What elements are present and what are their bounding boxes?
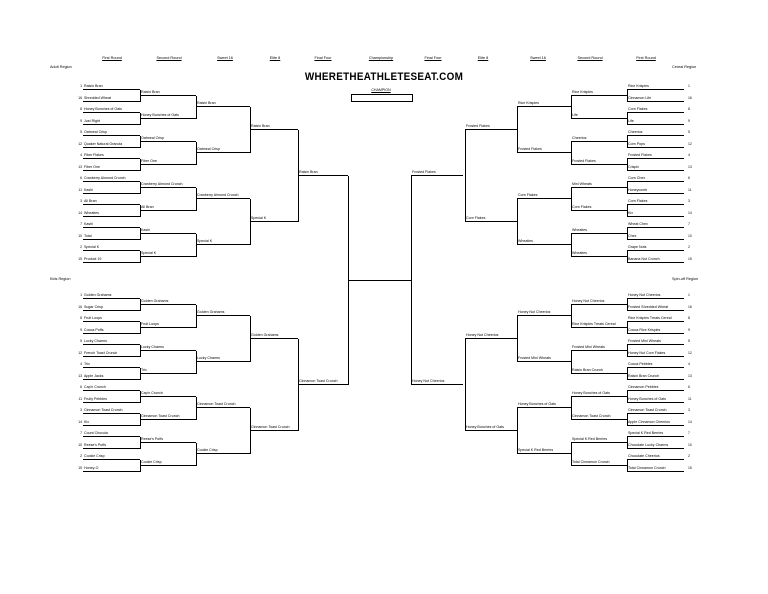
kids-r2-slot: Fruit Loops: [140, 320, 196, 328]
cereal-seed-number: 8: [688, 107, 690, 111]
adult-r1-slot: Fiber One: [83, 163, 140, 171]
adult-s16-slot: Oatmeal Crisp: [196, 145, 250, 153]
spinoff-r1-slot: Cocoa Pebbles: [627, 360, 684, 368]
kids-connector: [250, 408, 251, 454]
kids-seed-number: 2: [80, 454, 82, 458]
cereal-connector: [627, 251, 628, 263]
spinoff-seed-number: 7: [688, 431, 690, 435]
adult-seed-number: 6: [80, 176, 82, 180]
kids-seed-number: 5: [80, 339, 82, 343]
spinoff-seed-number: 16: [688, 304, 692, 309]
cereal-r1-slot: Chex: [627, 232, 684, 240]
cereal-seed-number: 15: [688, 256, 692, 261]
cereal-seed-number: 5: [688, 130, 690, 134]
spinoff-connector: [571, 443, 572, 466]
kids-seed-number: 12: [78, 350, 82, 355]
adult-r1-slot: Just Right: [83, 117, 140, 125]
spinoff-r1-slot: Cinnamon Toast Crunch: [627, 406, 684, 414]
spinoff-connector: [627, 299, 628, 311]
spinoff-r1-slot: Special K Red Berries: [627, 429, 684, 437]
cereal-r1-slot: Honeycomb: [627, 186, 684, 194]
spinoff-r2-slot: Special K Red Berries: [571, 435, 627, 443]
cereal-connector: [627, 228, 628, 240]
champion-slot: [351, 94, 413, 102]
adult-seed-number: 11: [78, 187, 82, 192]
adult-seed-number: 15: [78, 256, 82, 261]
adult-r1-slot: Special K: [83, 243, 140, 251]
cereal-seed-number: 10: [688, 233, 692, 238]
header-elite8-left: Elite 8: [269, 56, 281, 60]
adult-e8-slot: Special K: [250, 214, 298, 222]
cereal-r1-slot: Rice Krispies: [627, 82, 684, 90]
kids-seed-number: 1: [80, 293, 82, 297]
cereal-r1-slot: Cinnamon Life: [627, 94, 684, 102]
cereal-r2-slot: Frosted Flakes: [571, 157, 627, 165]
kids-seed-number: 15: [78, 465, 82, 470]
cereal-r1-slot: Kix: [627, 209, 684, 217]
header-sweet16-left: Sweet 16: [217, 56, 233, 60]
adult-r2-slot: Honey Bunches of Oats: [140, 111, 196, 119]
cereal-r1-slot: Corn Flakes: [627, 197, 684, 205]
spinoff-seed-number: 13: [688, 373, 692, 378]
spinoff-seed-number: 12: [688, 350, 692, 355]
kids-r2-slot: Cap'n Crunch: [140, 389, 196, 397]
kids-seed-number: 11: [78, 396, 82, 401]
kids-s16-slot: Lucky Charms: [196, 354, 250, 362]
spinoff-r1-slot: Frosted Shredded Wheat: [627, 303, 684, 311]
cereal-r1-slot: Grape Nuts: [627, 243, 684, 251]
cereal-seed-number: 12: [688, 141, 692, 146]
adult-seed-number: 16: [78, 95, 82, 100]
spinoff-seed-number: 4: [688, 362, 690, 366]
adult-r1-slot: Raisin Bran: [83, 82, 140, 90]
spinoff-r1-slot: Honey Nut Corn Flakes: [627, 349, 684, 357]
site-title: WHERETHEATHLETESEAT.COM: [304, 71, 464, 83]
adult-r1-slot: Shredded Wheat: [83, 94, 140, 102]
cereal-s16-slot: Corn Flakes: [517, 191, 571, 199]
spinoff-connector: [627, 391, 628, 403]
kids-seed-number: 14: [78, 419, 82, 424]
adult-seed-number: 8: [80, 107, 82, 111]
spinoff-seed-number: 6: [688, 385, 690, 389]
adult-r2-slot: All Bran: [140, 203, 196, 211]
cereal-connector: [465, 130, 466, 222]
kids-r2-slot: Golden Grahams: [140, 297, 196, 305]
kids-seed-number: 10: [78, 442, 82, 447]
adult-r1-slot: Total: [83, 232, 140, 240]
kids-r1-slot: Sugar Crisp: [83, 303, 140, 311]
spinoff-r1-slot: Apple Cinnamon Cheerios: [627, 418, 684, 426]
spinoff-f4-slot: Honey Nut Cheerios: [411, 377, 463, 385]
adult-seed-number: 12: [78, 141, 82, 146]
cereal-r2-slot: Rice Krispies: [571, 88, 627, 96]
adult-seed-number: 4: [80, 153, 82, 157]
cereal-connector: [627, 136, 628, 148]
kids-connector: [250, 316, 251, 362]
region-label-cereal: Cereal Region: [672, 65, 697, 69]
spinoff-seed-number: 10: [688, 442, 692, 447]
spinoff-r1-slot: Total Cinnamon Crunch: [627, 464, 684, 472]
spinoff-seed-number: 3: [688, 408, 690, 412]
spinoff-r1-slot: Honey Nut Cheerios: [627, 291, 684, 299]
spinoff-r1-slot: Cocoa Rice Krispies: [627, 326, 684, 334]
adult-r2-slot: Cranberry Almond Crunch: [140, 180, 196, 188]
cereal-seed-number: 14: [688, 210, 692, 215]
cereal-seed-number: 1: [688, 84, 690, 88]
adult-r1-slot: Product 19: [83, 255, 140, 263]
cereal-connector: [571, 234, 572, 257]
cereal-seed-number: 16: [688, 95, 692, 100]
spinoff-r2-slot: Honey Bunches of Oats: [571, 389, 627, 397]
region-label-adult: Adult Region: [50, 65, 72, 69]
spinoff-seed-number: 15: [688, 465, 692, 470]
kids-r1-slot: Apple Jacks: [83, 372, 140, 380]
spinoff-connector: [627, 414, 628, 426]
right-final-connector: [411, 176, 412, 385]
adult-s16-slot: Raisin Bran: [196, 99, 250, 107]
cereal-r1-slot: Cheerios: [627, 128, 684, 136]
kids-r1-slot: Fruity Pebbles: [83, 395, 140, 403]
cereal-connector: [571, 188, 572, 211]
spinoff-e8-slot: Honey Nut Cheerios: [465, 331, 517, 339]
kids-r2-slot: Lucky Charms: [140, 343, 196, 351]
header-first-round-left: First Round: [102, 56, 122, 60]
spinoff-connector: [571, 351, 572, 374]
cereal-connector: [571, 142, 572, 165]
spinoff-connector: [627, 460, 628, 472]
spinoff-r1-slot: Chocolate Lucky Charms: [627, 441, 684, 449]
spinoff-connector: [627, 437, 628, 449]
cereal-r1-slot: Corn Chex: [627, 174, 684, 182]
cereal-r1-slot: Corn Pops: [627, 140, 684, 148]
spinoff-connector: [517, 408, 518, 454]
cereal-connector: [627, 159, 628, 171]
header-elite8-right: Elite 8: [477, 56, 489, 60]
cereal-s16-slot: Rice Krispies: [517, 99, 571, 107]
region-label-kids: Kids Region: [50, 277, 71, 281]
adult-connector: [250, 199, 251, 245]
kids-r1-slot: Trix: [83, 360, 140, 368]
spinoff-seed-number: 11: [688, 396, 692, 401]
kids-r1-slot: Lucky Charms: [83, 337, 140, 345]
spinoff-e8-slot: Honey Bunches of Oats: [465, 423, 517, 431]
spinoff-s16-slot: Special K Red Berries: [517, 446, 571, 454]
cereal-seed-number: 7: [688, 222, 690, 226]
spinoff-r1-slot: Chocolate Cheerios: [627, 452, 684, 460]
spinoff-seed-number: 9: [688, 327, 690, 332]
adult-r1-slot: All Bran: [83, 197, 140, 205]
kids-seed-number: 6: [80, 385, 82, 389]
spinoff-s16-slot: Honey Bunches of Oats: [517, 400, 571, 408]
adult-seed-number: 2: [80, 245, 82, 249]
spinoff-r1-slot: Honey Bunches of Oats: [627, 395, 684, 403]
cereal-connector: [571, 96, 572, 119]
spinoff-seed-number: 14: [688, 419, 692, 424]
spinoff-r2-slot: Rice Krispies Treats Cereal: [571, 320, 627, 328]
spinoff-connector: [517, 316, 518, 362]
cereal-r1-slot: Wheat Chex: [627, 220, 684, 228]
cereal-r2-slot: Life: [571, 111, 627, 119]
left-final-connector: [348, 176, 349, 385]
adult-r1-slot: Cranberry Almond Crunch: [83, 174, 140, 182]
kids-r2-slot: Trix: [140, 366, 196, 374]
spinoff-r2-slot: Raisin Bran Crunch: [571, 366, 627, 374]
adult-connector: [250, 107, 251, 153]
cereal-seed-number: 6: [688, 176, 690, 180]
spinoff-r2-slot: Cinnamon Toast Crunch: [571, 412, 627, 420]
cereal-connector: [517, 107, 518, 153]
cereal-r2-slot: Wheaties: [571, 226, 627, 234]
cereal-r1-slot: Life: [627, 117, 684, 125]
champion-label: CHAMPION: [371, 88, 391, 92]
adult-r2-slot: Special K: [140, 249, 196, 257]
kids-s16-slot: Golden Grahams: [196, 308, 250, 316]
cereal-seed-number: 3: [688, 199, 690, 203]
spinoff-r2-slot: Frosted Mini Wheats: [571, 343, 627, 351]
cereal-connector: [627, 205, 628, 217]
cereal-s16-slot: Wheaties: [517, 237, 571, 245]
spinoff-connector: [571, 305, 572, 328]
adult-seed-number: 5: [80, 130, 82, 134]
kids-r1-slot: Fruit Loops: [83, 314, 140, 322]
adult-seed-number: 1: [80, 84, 82, 88]
header-championship: Championship: [368, 56, 394, 60]
adult-r2-slot: Kashi: [140, 226, 196, 234]
adult-r1-slot: Oatmeal Crisp: [83, 128, 140, 136]
spinoff-seed-number: 1: [688, 293, 690, 297]
kids-r1-slot: Kix: [83, 418, 140, 426]
kids-connector: [298, 339, 299, 431]
spinoff-r2-slot: Total Cinnamon Crunch: [571, 458, 627, 466]
adult-e8-slot: Raisin Bran: [250, 122, 298, 130]
cereal-seed-number: 13: [688, 164, 692, 169]
cereal-connector: [627, 90, 628, 102]
kids-seed-number: 16: [78, 304, 82, 309]
adult-seed-number: 13: [78, 164, 82, 169]
spinoff-connector: [627, 345, 628, 357]
adult-s16-slot: Cranberry Almond Crunch: [196, 191, 250, 199]
cereal-r2-slot: Mini Wheats: [571, 180, 627, 188]
kids-s16-slot: Cinnamon Toast Crunch: [196, 400, 250, 408]
spinoff-seed-number: 2: [688, 454, 690, 458]
adult-seed-number: 9: [80, 118, 82, 123]
adult-connector: [298, 130, 299, 222]
adult-f4-slot: Raisin Bran: [298, 168, 348, 176]
header-sweet16-right: Sweet 16: [530, 56, 546, 60]
cereal-connector: [627, 182, 628, 194]
spinoff-r1-slot: Cinnamon Pebbles: [627, 383, 684, 391]
kids-e8-slot: Cinnamon Toast Crunch: [250, 423, 298, 431]
cereal-seed-number: 9: [688, 118, 690, 123]
adult-r1-slot: Wheaties: [83, 209, 140, 217]
header-second-round-left: Second Round: [156, 56, 182, 60]
adult-seed-number: 3: [80, 199, 82, 203]
championship-left-slot: [348, 273, 411, 281]
spinoff-r1-slot: Rice Krispies Treats Cereal: [627, 314, 684, 322]
spinoff-seed-number: 8: [688, 316, 690, 320]
cereal-r1-slot: Crispix: [627, 163, 684, 171]
cereal-r2-slot: Cheerios: [571, 134, 627, 142]
kids-seed-number: 4: [80, 362, 82, 366]
spinoff-seed-number: 5: [688, 339, 690, 343]
kids-seed-number: 7: [80, 431, 82, 435]
kids-r2-slot: Reese's Puffs: [140, 435, 196, 443]
cereal-seed-number: 11: [688, 187, 692, 192]
kids-r1-slot: Cinnamon Toast Crunch: [83, 406, 140, 414]
header-final-four-left: Final Four: [314, 56, 332, 60]
cereal-r2-slot: Corn Flakes: [571, 203, 627, 211]
cereal-connector: [517, 199, 518, 245]
spinoff-r1-slot: Frosted Mini Wheats: [627, 337, 684, 345]
kids-r1-slot: Count Chocula: [83, 429, 140, 437]
kids-r1-slot: Honey-O: [83, 464, 140, 472]
adult-seed-number: 14: [78, 210, 82, 215]
region-label-spinoff: Spin-off Region: [672, 277, 699, 281]
adult-r2-slot: Raisin Bran: [140, 88, 196, 96]
adult-r1-slot: Quaker Natural Granola: [83, 140, 140, 148]
cereal-s16-slot: Frosted Flakes: [517, 145, 571, 153]
cereal-e8-slot: Frosted Flakes: [465, 122, 517, 130]
adult-r2-slot: Fiber One: [140, 157, 196, 165]
spinoff-connector: [465, 339, 466, 431]
header-final-four-right: Final Four: [424, 56, 442, 60]
header-first-round-right: First Round: [636, 56, 656, 60]
adult-r1-slot: Fiber Flakes: [83, 151, 140, 159]
spinoff-s16-slot: Honey Nut Cheerios: [517, 308, 571, 316]
cereal-seed-number: 4: [688, 153, 690, 157]
adult-r1-slot: Honey Bunches of Oats: [83, 105, 140, 113]
spinoff-connector: [571, 397, 572, 420]
cereal-r1-slot: Banana Nut Crunch: [627, 255, 684, 263]
kids-seed-number: 13: [78, 373, 82, 378]
kids-r2-slot: Cookie Crisp: [140, 458, 196, 466]
adult-s16-slot: Special K: [196, 237, 250, 245]
adult-r1-slot: Kashi: [83, 186, 140, 194]
cereal-connector: [627, 113, 628, 125]
kids-s16-slot: Cookie Crisp: [196, 446, 250, 454]
cereal-e8-slot: Corn Flakes: [465, 214, 517, 222]
header-second-round-right: Second Round: [577, 56, 603, 60]
cereal-f4-slot: Frosted Flakes: [411, 168, 463, 176]
spinoff-s16-slot: Frosted Mini Wheats: [517, 354, 571, 362]
kids-f4-slot: Cinnamon Toast Crunch: [298, 377, 348, 385]
spinoff-r1-slot: Raisin Bran Crunch: [627, 372, 684, 380]
kids-r2-slot: Cinnamon Toast Crunch: [140, 412, 196, 420]
cereal-r1-slot: Frosted Flakes: [627, 151, 684, 159]
kids-r1-slot: Reese's Puffs: [83, 441, 140, 449]
kids-r1-slot: Golden Grahams: [83, 291, 140, 299]
adult-seed-number: 10: [78, 233, 82, 238]
kids-r1-slot: Cocoa Puffs: [83, 326, 140, 334]
kids-r1-slot: Cap'n Crunch: [83, 383, 140, 391]
kids-seed-number: 9: [80, 327, 82, 332]
kids-e8-slot: Golden Grahams: [250, 331, 298, 339]
spinoff-connector: [627, 368, 628, 380]
kids-r1-slot: French Toast Crunch: [83, 349, 140, 357]
adult-seed-number: 7: [80, 222, 82, 226]
kids-r1-slot: Cookie Crisp: [83, 452, 140, 460]
kids-seed-number: 8: [80, 316, 82, 320]
adult-r2-slot: Oatmeal Crisp: [140, 134, 196, 142]
spinoff-connector: [627, 322, 628, 334]
spinoff-r2-slot: Honey Nut Cheerios: [571, 297, 627, 305]
adult-r1-slot: Kashi: [83, 220, 140, 228]
cereal-r2-slot: Wheaties: [571, 249, 627, 257]
cereal-seed-number: 2: [688, 245, 690, 249]
kids-seed-number: 3: [80, 408, 82, 412]
cereal-r1-slot: Corn Flakes: [627, 105, 684, 113]
